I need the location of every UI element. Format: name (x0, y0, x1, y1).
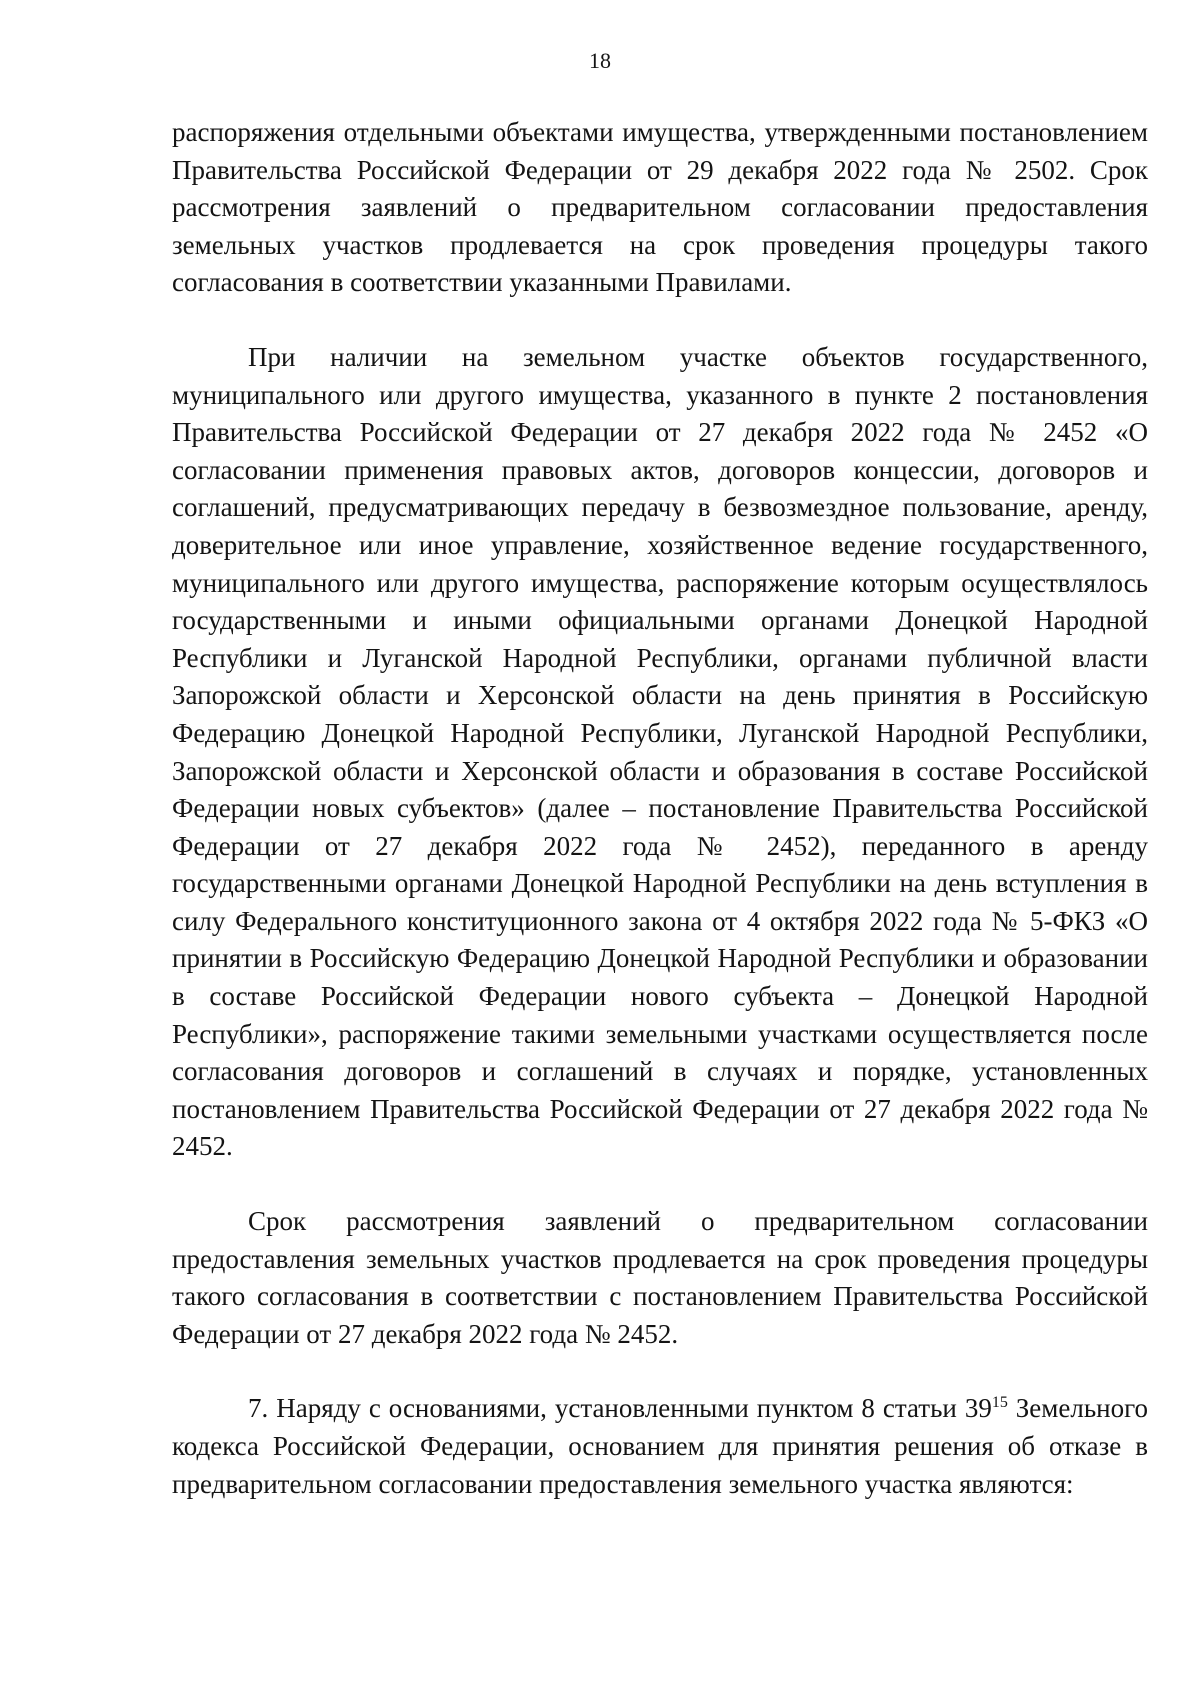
paragraph-review-term: Срок рассмотрения заявлений о предварительном согласовании предоставления земельных участков продлевается на срок проведения процедуры такого согласования в соответствии с постановлением Правительства Российской Федерации от 27 декабря 2022 года № 2452. (172, 1206, 1148, 1349)
paragraph-property-approval: При наличии на земельном участке объектов государственного, муниципального или другого имущества, указанного в пункте 2 постановления Правительства Российской Федерации от 27 декабря 2022 года № 2452 «О согласовании применения правовых актов, договоров концессии, договоров и соглашений, предусматривающих передачу в безвозмездное пользование, аренду, доверительное или иное управление, хозяйственное ведение государственного, муниципального или другого имущества, распоряжение которым осуществлялось государственными и иными официальными органами Донецкой Народной Республики и Луганской Народной Республики, органами публичной власти Запорожской области и Херсонской области на день принятия в Российскую Федерацию Донецкой Народной Республики, Луганской Народной Республики, Запорожской области и Херсонской области и образования в составе Российской Федерации новых субъектов» (далее – постановление Правительства Российской Федерации от 27 декабря 2022 года № 2452), переданного в аренду государственными органами Донецкой Народной Республики на день вступления в силу Федерального конституционного закона от 4 октября 2022 года № 5-ФКЗ «О принятии в Российскую Федерацию Донецкой Народной Республики и образовании в составе Российской Федерации нового субъекта – Донецкой Народной Республики», распоряжение такими земельными участками осуществляется после согласования договоров и соглашений в случаях и порядке, установленных постановлением Правительства Российской Федерации от 27 декабря 2022 года № 2452. (172, 341, 1148, 1162)
article-superscript: 15 (991, 1394, 1008, 1412)
document-body (172, 114, 1148, 1503)
item-7-text-end: Земельного кодекса Российской Федерации, основанием для принятия решения об отказе в предварительном согласовании предоставления земельного участка являются: (172, 1393, 1148, 1499)
page-number: 18 (589, 48, 611, 73)
paragraph-item-7 (172, 1390, 1148, 1503)
item-7-text-start: 7. Наряду с основаниями, установленными пунктом 8 статьи 39 (248, 1393, 992, 1424)
paragraph-continuation: распоряжения отдельными объектами имущества, утвержденными постановлением Правительства Российской Федерации от 29 декабря 2022 года № 2502. Срок рассмотрения заявлений о предварительном согласовании предоставления земельных участков продлевается на срок проведения процедуры такого согласования в соответствии указанными Правилами. (172, 117, 1148, 298)
